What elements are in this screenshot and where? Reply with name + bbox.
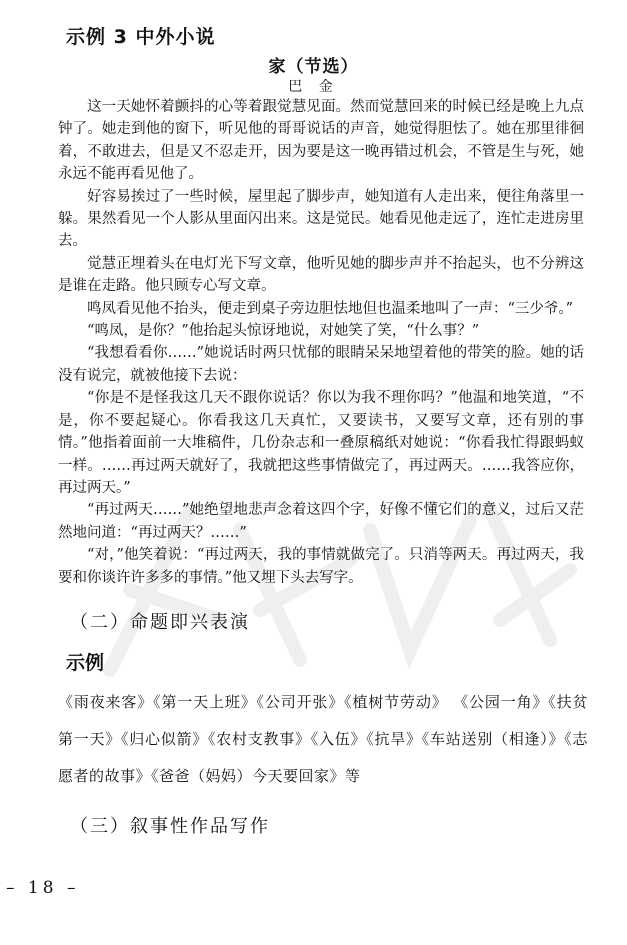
story-paragraph: “对，”他笑着说：“再过两天，我的事情就做完了。只消等两天。再过两天，我要和你谈许许多多的事情。”他又埋下头去写字。: [58, 547, 584, 586]
story-body: [58, 96, 584, 589]
story-paragraph: “再过两天……”她绝望地悲声念着这四个字，好像不懂它们的意义，过后又茫然地问道：“再过两天？……”: [58, 502, 584, 541]
story-paragraph: “你是不是怪我这几天不跟你说话？你以为我不理你吗？”他温和地笑道，“不是，你不要起疑心。你看我这几天真忙，又要读书，又要写文章，还有别的事情。”他指着面前一大堆稿件，几份杂志和一叠原稿纸对她说：“你看我忙得跟蚂蚁一样。……再过两天就好了，我就把这些事情做完了，再过两天。……我答应你，再过两天。”: [58, 390, 584, 496]
story-paragraph: 觉慧正埋着头在电灯光下写文章，他听见她的脚步声并不抬起头，也不分辨这是谁在走路。他只顾专心写文章。: [58, 255, 584, 295]
section-2-title: （二）命题即兴表演: [70, 612, 250, 633]
story-paragraph: “我想看看你……”她说话时两只忧郁的眼睛呆呆地望着他的带笑的脸。她的话没有说完，就被他接下去说：: [58, 345, 584, 384]
page-number: – 18 –: [6, 878, 80, 898]
story-paragraph: 鸣凤看见他不抬头，便走到桌子旁边胆怯地但也温柔地叫了一声：“三少爷。”: [87, 300, 574, 317]
example-label: 示例: [66, 652, 105, 674]
section-3-title: （三）叙事性作品写作: [70, 816, 270, 837]
story-paragraph: “鸣凤，是你？”他抬起头惊讶地说，对她笑了笑，“什么事？”: [87, 323, 480, 340]
story-title: 家（节选）: [268, 57, 359, 77]
topic-list: 《雨夜来客》《第一天上班》《公司开张》《植树节劳动》 《公园一角》《扶贫第一天》《归心似箭》《农村支教事》《入伍》《抗旱》《车站送别（相逢）》《志愿者的故事》《爸爸（妈妈）今天要回家》等: [58, 693, 588, 785]
story-author: 巴 金: [288, 79, 339, 95]
story-paragraph: 好容易挨过了一些时候，屋里起了脚步声，她知道有人走出来，便往角落里一躲。果然看见一个人影从里面闪出来。这是觉民。她看见他走远了，连忙走进房里去。: [58, 188, 584, 250]
story-paragraph: 这一天她怀着颤抖的心等着跟觉慧见面。然而觉慧回来的时候已经是晚上九点钟了。她走到他的窗下，听见他的哥哥说话的声音，她觉得胆怯了。她在那里徘徊着，不敢进去，但是又不忍走开，因为要是这一晚再错过机会，不管是生与死，她永远不能再看见他了。: [58, 99, 584, 183]
example-heading: 示例 3 中外小说: [66, 26, 216, 48]
